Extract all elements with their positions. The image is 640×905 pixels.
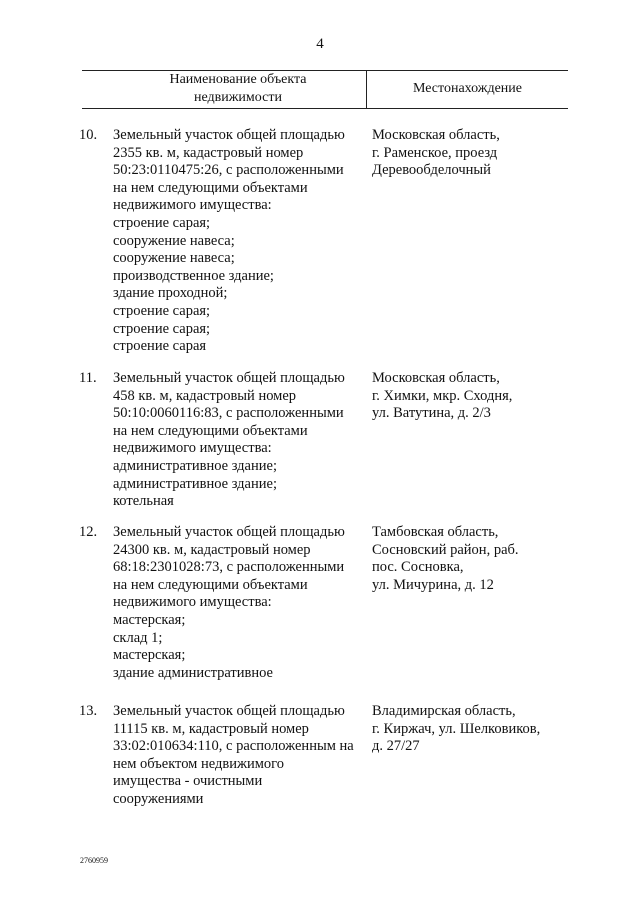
row-location (372, 703, 568, 756)
description-line: 68:18:2301028:73, с расположенными (113, 559, 345, 576)
location-line: пос. Сосновка, (372, 559, 464, 576)
row-number: 12. (79, 524, 98, 540)
location-line: г. Киржач, ул. Шелковиков, (372, 720, 541, 737)
row-location (372, 524, 568, 594)
description-line: недвижимого имущества: (113, 197, 272, 214)
location-line: ул. Ватутина, д. 2/3 (372, 405, 491, 422)
description-line: 33:02:010634:110, с расположенным на (113, 738, 354, 755)
description-line: Земельный участок общей площадью (113, 370, 345, 386)
description-line: недвижимого имущества: (113, 594, 272, 611)
location-line: Владимирская область, (372, 703, 516, 719)
description-line: недвижимого имущества: (113, 440, 272, 457)
document-code: 2760959 (80, 856, 108, 865)
location-line: д. 27/27 (372, 738, 420, 755)
row-description (113, 703, 363, 809)
row-description (113, 524, 363, 682)
description-line: 50:10:0060116:83, с расположенными (113, 405, 344, 422)
header-name-line: Наименование объекта (169, 72, 307, 87)
description-line: сооружение навеса; (113, 250, 235, 267)
description-line: мастерская; (113, 611, 186, 628)
table-header-location: Местонахождение (412, 81, 522, 96)
row-description (113, 370, 363, 511)
description-line: склад 1; (113, 629, 163, 646)
description-line: строение сарая; (113, 320, 211, 337)
description-line: котельная (113, 493, 174, 510)
description-line: на нем следующими объектами (113, 422, 308, 439)
description-line: административное здание; (113, 475, 277, 492)
description-line: Земельный участок общей площадью (113, 703, 345, 719)
table-header-name (110, 71, 366, 107)
location-line: Московская область, (372, 127, 500, 143)
description-line: 2355 кв. м, кадастровый номер (113, 144, 304, 161)
location-line: ул. Мичурина, д. 12 (372, 576, 494, 593)
description-line: имущества - очистными (113, 773, 263, 790)
table-header-bottom-rule (82, 108, 568, 109)
description-line: сооружение навеса; (113, 232, 235, 249)
description-line: на нем следующими объектами (113, 576, 308, 593)
description-line: Земельный участок общей площадью (113, 127, 345, 143)
description-line: здание административное (113, 664, 273, 681)
row-description (113, 127, 363, 356)
location-line: Сосновский район, раб. (372, 541, 519, 558)
row-number: 11. (79, 370, 97, 386)
row-number: 10. (79, 127, 98, 143)
description-line: строение сарая; (113, 302, 211, 319)
description-line: 458 кв. м, кадастровый номер (113, 387, 297, 404)
description-line: 50:23:0110475:26, с расположенными (113, 162, 344, 179)
description-line: на нем следующими объектами (113, 179, 308, 196)
description-line: административное здание; (113, 457, 277, 474)
description-line: здание проходной; (113, 285, 228, 302)
location-line: Тамбовская область, (372, 524, 499, 540)
description-line: строение сарая; (113, 214, 211, 231)
row-number: 13. (79, 703, 98, 719)
header-name-line: недвижимости (194, 90, 282, 105)
description-line: мастерская; (113, 647, 186, 664)
location-line: г. Раменское, проезд (372, 144, 498, 161)
location-line: г. Химки, мкр. Сходня, (372, 387, 513, 404)
description-line: 24300 кв. м, кадастровый номер (113, 541, 311, 558)
row-location (372, 370, 568, 423)
description-line: 11115 кв. м, кадастровый номер (113, 720, 309, 737)
description-line: производственное здание; (113, 267, 274, 284)
location-line: Деревообделочный (372, 162, 491, 179)
description-line: нем объектом недвижимого (113, 755, 284, 772)
row-location (372, 127, 568, 180)
description-line: строение сарая (113, 338, 207, 355)
page-number: 4 (316, 36, 324, 52)
description-line: Земельный участок общей площадью (113, 524, 345, 540)
description-line: сооружениями (113, 790, 204, 807)
location-line: Московская область, (372, 370, 500, 386)
